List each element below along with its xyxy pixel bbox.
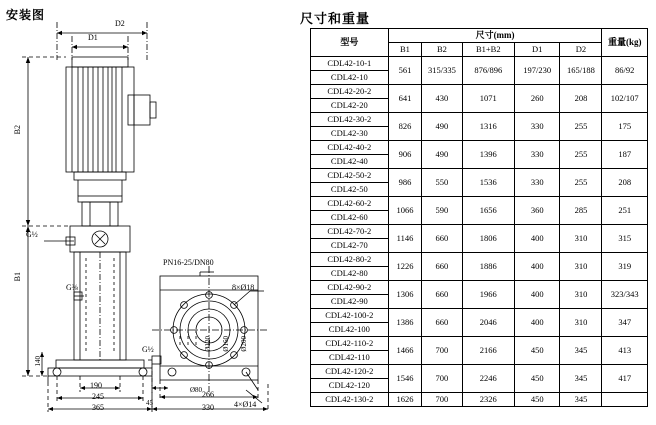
table-row	[311, 393, 648, 407]
cell-model: CDL42-20-2	[311, 85, 389, 99]
cell-sum: 1656	[462, 197, 514, 225]
cell-d2: 310	[560, 225, 602, 253]
port-label-g-half-lower: G½	[142, 345, 154, 354]
cell-model: CDL42-10-1	[311, 57, 389, 71]
diameter-label-80: Ø80	[190, 386, 203, 394]
cell-d1: 360	[514, 197, 559, 225]
dim-label-266: 266	[202, 390, 214, 399]
cell-d1: 450	[514, 365, 559, 393]
cell-model: CDL42-60-2	[311, 197, 389, 211]
dim-label-190: 190	[90, 381, 102, 390]
cell-b1: 641	[388, 85, 422, 113]
cell-model: CDL42-70	[311, 239, 389, 253]
header-model: 型号	[311, 29, 389, 57]
header-col-b2: B2	[422, 43, 462, 57]
cell-sum: 1886	[462, 253, 514, 281]
dim-label-140: 140	[34, 356, 42, 367]
cell-b2: 550	[422, 169, 462, 197]
cell-b1: 986	[388, 169, 422, 197]
pump-line-drawing	[0, 0, 300, 425]
cell-model: CDL42-80-2	[311, 253, 389, 267]
cell-b1: 1546	[388, 365, 422, 393]
cell-model: CDL42-30	[311, 127, 389, 141]
cell-b2: 490	[422, 113, 462, 141]
cell-d1: 400	[514, 253, 559, 281]
cell-model: CDL42-60	[311, 211, 389, 225]
cell-model: CDL42-110-2	[311, 337, 389, 351]
cell-d1: 330	[514, 141, 559, 169]
cell-b2: 590	[422, 197, 462, 225]
cell-model: CDL42-50-2	[311, 169, 389, 183]
dim-label-b2: B2	[13, 125, 22, 135]
dimensions-weight-table	[310, 28, 648, 407]
cell-w	[602, 393, 648, 407]
table-row	[311, 197, 648, 211]
table-row	[311, 225, 648, 239]
cell-sum: 1536	[462, 169, 514, 197]
cell-w: 413	[602, 337, 648, 365]
table-row	[311, 141, 648, 155]
dim-label-45: 45	[146, 399, 153, 407]
port-label-g-half-upper: G½	[26, 230, 38, 239]
cell-d2: 255	[560, 113, 602, 141]
cell-b1: 1066	[388, 197, 422, 225]
table-body	[311, 57, 648, 407]
cell-b1: 1466	[388, 337, 422, 365]
cell-d2: 345	[560, 365, 602, 393]
cell-d1: 450	[514, 337, 559, 365]
cell-model: CDL42-40-2	[311, 141, 389, 155]
cell-d2: 208	[560, 85, 602, 113]
cell-d1: 197/230	[514, 57, 559, 85]
cell-d1: 260	[514, 85, 559, 113]
cell-b2: 315/335	[422, 57, 462, 85]
cell-d2: 310	[560, 281, 602, 309]
cell-b2: 660	[422, 253, 462, 281]
cell-d2: 165/188	[560, 57, 602, 85]
cell-b1: 1386	[388, 309, 422, 337]
cell-model: CDL42-70-2	[311, 225, 389, 239]
cell-d2: 285	[560, 197, 602, 225]
cell-b1: 1146	[388, 225, 422, 253]
cell-model: CDL42-20	[311, 99, 389, 113]
cell-sum: 1316	[462, 113, 514, 141]
cell-sum: 2046	[462, 309, 514, 337]
drawing-title: 安装图	[6, 8, 46, 22]
flange-spec-label: PN16-25/DN80	[163, 258, 214, 267]
cell-model: CDL42-30-2	[311, 113, 389, 127]
cell-sum: 2246	[462, 365, 514, 393]
header-col-b1: B1	[388, 43, 422, 57]
cell-b2: 660	[422, 281, 462, 309]
cell-b2: 660	[422, 225, 462, 253]
table-title: 尺寸和重量	[300, 11, 371, 26]
cell-w: 251	[602, 197, 648, 225]
cell-w: 175	[602, 113, 648, 141]
cell-d2: 310	[560, 309, 602, 337]
header-col-b1-plus-b2: B1+B2	[462, 43, 514, 57]
cell-d2: 255	[560, 141, 602, 169]
cell-model: CDL42-50	[311, 183, 389, 197]
cell-b1: 826	[388, 113, 422, 141]
header-col-d1: D1	[514, 43, 559, 57]
cell-b1: 1626	[388, 393, 422, 407]
cell-d1: 330	[514, 113, 559, 141]
dim-label-330: 330	[202, 403, 214, 412]
cell-model: CDL42-100-2	[311, 309, 389, 323]
table-row	[311, 113, 648, 127]
cell-w: 323/343	[602, 281, 648, 309]
cell-model: CDL42-90-2	[311, 281, 389, 295]
cell-b2: 490	[422, 141, 462, 169]
cell-d2: 255	[560, 169, 602, 197]
cell-b2: 700	[422, 393, 462, 407]
cell-sum: 876/896	[462, 57, 514, 85]
diameter-label-120: Ø120	[204, 336, 212, 352]
installation-drawing	[0, 0, 300, 425]
cell-b1: 561	[388, 57, 422, 85]
foot-hole-label: 4×Ø14	[234, 400, 257, 409]
dim-label-365: 365	[92, 403, 104, 412]
cell-d1: 400	[514, 225, 559, 253]
table-row	[311, 253, 648, 267]
cell-b2: 430	[422, 85, 462, 113]
cell-b2: 700	[422, 337, 462, 365]
dim-label-d2: D2	[115, 19, 125, 28]
cell-sum: 2166	[462, 337, 514, 365]
cell-b1: 906	[388, 141, 422, 169]
port-label-g-three-eighths: G⅜	[66, 283, 78, 292]
table-row	[311, 57, 648, 71]
cell-w: 86/92	[602, 57, 648, 85]
cell-model: CDL42-130-2	[311, 393, 389, 407]
table-row	[311, 169, 648, 183]
cell-w: 347	[602, 309, 648, 337]
cell-w: 417	[602, 365, 648, 393]
header-weight: 重量(kg)	[602, 29, 648, 57]
cell-w: 315	[602, 225, 648, 253]
dim-label-d1: D1	[88, 33, 98, 42]
cell-sum: 1806	[462, 225, 514, 253]
diameter-label-200: Ø200	[240, 336, 248, 352]
cell-d1: 400	[514, 281, 559, 309]
cell-model: CDL42-40	[311, 155, 389, 169]
bolt-hole-label: 8×Ø18	[232, 283, 255, 292]
table-row	[311, 337, 648, 351]
cell-b2: 700	[422, 365, 462, 393]
cell-b1: 1306	[388, 281, 422, 309]
cell-w: 187	[602, 141, 648, 169]
cell-model: CDL42-120	[311, 379, 389, 393]
table-row	[311, 309, 648, 323]
table-header-row-1	[311, 29, 648, 43]
cell-sum: 1966	[462, 281, 514, 309]
cell-model: CDL42-100	[311, 323, 389, 337]
diameter-label-160: Ø160	[222, 336, 230, 352]
cell-model: CDL42-120-2	[311, 365, 389, 379]
cell-d1: 400	[514, 309, 559, 337]
cell-d2: 345	[560, 393, 602, 407]
header-col-d2: D2	[560, 43, 602, 57]
cell-d1: 330	[514, 169, 559, 197]
table-row	[311, 85, 648, 99]
cell-d2: 345	[560, 337, 602, 365]
cell-b1: 1226	[388, 253, 422, 281]
table-row	[311, 365, 648, 379]
cell-sum: 1396	[462, 141, 514, 169]
cell-sum: 1071	[462, 85, 514, 113]
spec-table-panel	[300, 0, 656, 425]
cell-model: CDL42-80	[311, 267, 389, 281]
table-row	[311, 281, 648, 295]
cell-sum: 2326	[462, 393, 514, 407]
header-dimensions-group: 尺寸(mm)	[388, 29, 602, 43]
cell-d1: 450	[514, 393, 559, 407]
cell-model: CDL42-10	[311, 71, 389, 85]
dim-label-245: 245	[92, 392, 104, 401]
cell-model: CDL42-90	[311, 295, 389, 309]
cell-d2: 310	[560, 253, 602, 281]
cell-w: 319	[602, 253, 648, 281]
dim-label-b1: B1	[13, 272, 22, 282]
cell-model: CDL42-110	[311, 351, 389, 365]
cell-w: 208	[602, 169, 648, 197]
cell-b2: 660	[422, 309, 462, 337]
cell-w: 102/107	[602, 85, 648, 113]
